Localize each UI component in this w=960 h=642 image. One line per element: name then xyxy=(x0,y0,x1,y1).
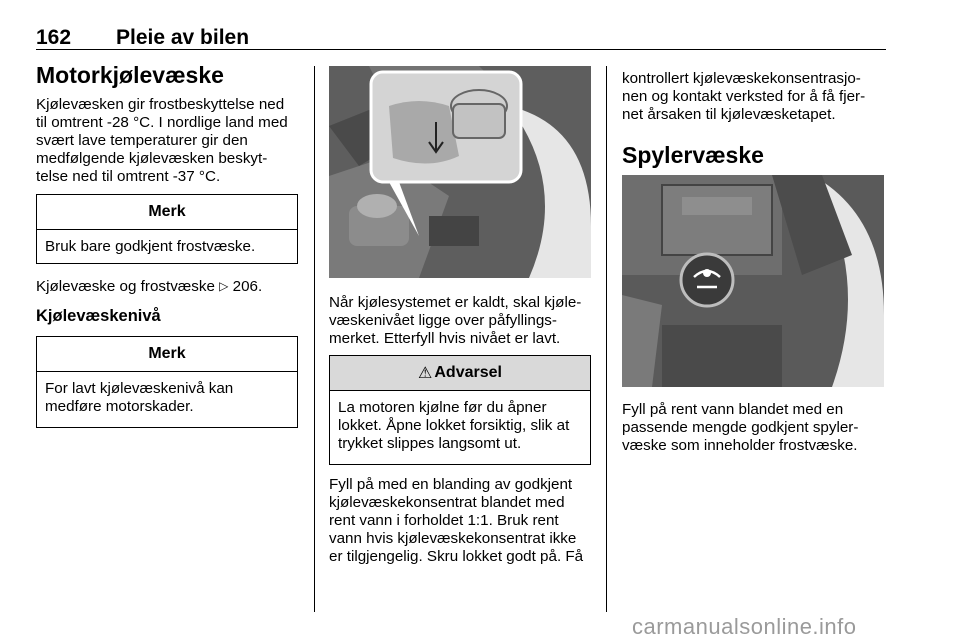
note-line: medføre motorskader. xyxy=(45,398,194,415)
note-line: For lavt kjølevæskenivå kan xyxy=(45,380,234,397)
coolant-level-section xyxy=(36,307,298,326)
warning-icon: ⚠ xyxy=(418,365,433,382)
note-title: Merk xyxy=(37,337,297,372)
washer-fluid-instructions xyxy=(622,401,886,455)
warning-text xyxy=(330,391,590,461)
paragraph-line: Fyll på med en blanding av godkjent xyxy=(329,476,573,493)
paragraph-line: net årsaken til kjølevæsketapet. xyxy=(622,106,836,123)
page-number: 162 xyxy=(36,26,72,49)
page-title: Pleie av bilen xyxy=(116,26,250,49)
paragraph-line: Når kjølesystemet er kaldt, skal kjøle- xyxy=(329,294,582,311)
paragraph-line: væskenivået ligge over påfyllings- xyxy=(329,312,557,329)
reference-text: Kjølevæske og frostvæske xyxy=(36,278,215,295)
paragraph-line: er tilgjengelig. Skru lokket godt på. Få xyxy=(329,548,584,565)
paragraph-line: nen og kontakt verksted for å få fjer- xyxy=(622,88,866,105)
intro-line: svært lave temperaturer gir den xyxy=(36,132,248,149)
coolant-intro xyxy=(36,96,301,186)
note-title: Merk xyxy=(37,195,297,230)
paragraph-line: kjølevæskekonsentrat blandet med xyxy=(329,494,565,511)
cross-reference xyxy=(36,277,298,296)
note-box-1 xyxy=(36,194,298,264)
reference-page: 206. xyxy=(232,278,263,295)
warning-line: trykket slippes langsomt ut. xyxy=(338,435,522,452)
washer-fluid-section xyxy=(622,142,886,169)
coolant-reservoir-photo xyxy=(329,66,591,278)
paragraph-line: kontrollert kjølevæskekonsentrasjo- xyxy=(622,70,861,87)
watermark: carmanualsonline.info xyxy=(632,614,857,639)
page-header xyxy=(36,26,886,50)
note-box-2 xyxy=(36,336,298,428)
refill-instructions xyxy=(329,476,593,566)
washer-fluid-reservoir-photo xyxy=(622,175,884,387)
note-text xyxy=(37,372,297,424)
paragraph-line: vann hvis kjølevæskekonsentrat ikke xyxy=(329,530,577,547)
coolant-continuation xyxy=(622,70,886,124)
intro-line: Kjølevæsken gir frostbeskyttelse ned xyxy=(36,96,285,113)
warning-header xyxy=(330,356,590,391)
section-heading-coolant: Motorkjølevæske xyxy=(36,62,224,88)
coolant-level-instructions xyxy=(329,294,593,348)
note-text: Bruk bare godkjent frostvæske. xyxy=(45,238,256,255)
paragraph-line: væske som inneholder frostvæske. xyxy=(622,437,858,454)
paragraph-line: passende mengde godkjent spyler- xyxy=(622,419,859,436)
column-divider-2 xyxy=(606,66,607,612)
page-reference-icon: ▷ xyxy=(219,279,229,293)
intro-line: telse ned til omtrent -37 °C. xyxy=(36,168,221,185)
intro-line: til omtrent -28 °C. I nordlige land med xyxy=(36,114,288,131)
column-1 xyxy=(36,62,298,89)
warning-box xyxy=(329,355,591,465)
intro-line: medfølgende kjølevæsken beskyt- xyxy=(36,150,268,167)
subheading-coolant-level: Kjølevæskenivå xyxy=(36,307,161,325)
paragraph-line: rent vann i forholdet 1:1. Bruk rent xyxy=(329,512,559,529)
column-divider-1 xyxy=(314,66,315,612)
warning-line: La motoren kjølne før du åpner xyxy=(338,399,547,416)
header-rule xyxy=(36,49,886,50)
warning-title: Advarsel xyxy=(434,364,502,381)
paragraph-line: Fyll på rent vann blandet med en xyxy=(622,401,844,418)
section-heading-washer-fluid: Spylervæske xyxy=(622,142,764,168)
paragraph-line: merket. Etterfyll hvis nivået er lavt. xyxy=(329,330,561,347)
warning-line: lokket. Åpne lokket forsiktig, slik at xyxy=(338,417,570,434)
